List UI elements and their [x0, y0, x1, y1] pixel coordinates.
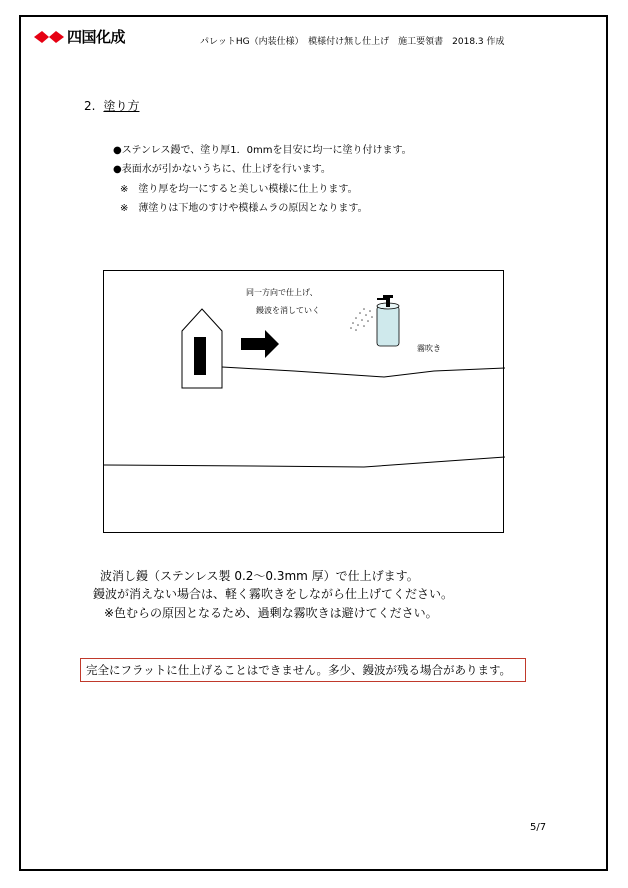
company-name: 四国化成 [67, 28, 126, 46]
company-logo [34, 26, 125, 47]
section-heading [84, 97, 139, 114]
bullet-item: ※ 塗り厚を均一にすると美しい模様に仕上ります。 [120, 184, 358, 195]
logo-mark-icon [34, 29, 64, 45]
section-name: 塗り方 [103, 99, 140, 113]
diagram-caption-line1: 同一方向で仕上げ、 [246, 288, 318, 297]
finishing-diagram [103, 270, 504, 533]
bullet-item: ※ 薄塗りは下地のすけや模様ムラの原因となります。 [120, 203, 368, 214]
lower-surface-line [104, 457, 505, 467]
instruction-note: ※色むらの原因となるため、過剰な霧吹きは避けてください。 [104, 606, 438, 620]
direction-arrow-icon [241, 330, 279, 358]
upper-surface-line [222, 367, 505, 377]
sprayer-label: 霧吹き [417, 344, 441, 353]
sprayer-icon [350, 295, 399, 346]
instruction-line: 波消し鏝（ステンレス製 0.2～0.3mm 厚）で仕上げます。 [100, 569, 419, 583]
document-title: パレットHG（内装仕様） 模様付け無し仕上げ 施工要領書 2018.3 作成 [200, 37, 505, 47]
instruction-line: 鏝波が消えない場合は、軽く霧吹きをしながら仕上げてください。 [93, 587, 454, 601]
bullet-item: ●ステンレス鏝で、塗り厚1．0mmを目安に均一に塗り付けます。 [113, 145, 412, 156]
caution-note: 完全にフラットに仕上げることはできません。多少、鏝波が残る場合があります。 [80, 658, 526, 682]
page-number: 5/7 [530, 822, 547, 833]
bullet-item: ●表面水が引かないうちに、仕上げを行います。 [113, 164, 331, 175]
trowel-handle-icon [194, 337, 206, 375]
diagram-caption-line2: 鏝波を消していく [256, 306, 320, 315]
section-number: 2. [84, 99, 96, 113]
